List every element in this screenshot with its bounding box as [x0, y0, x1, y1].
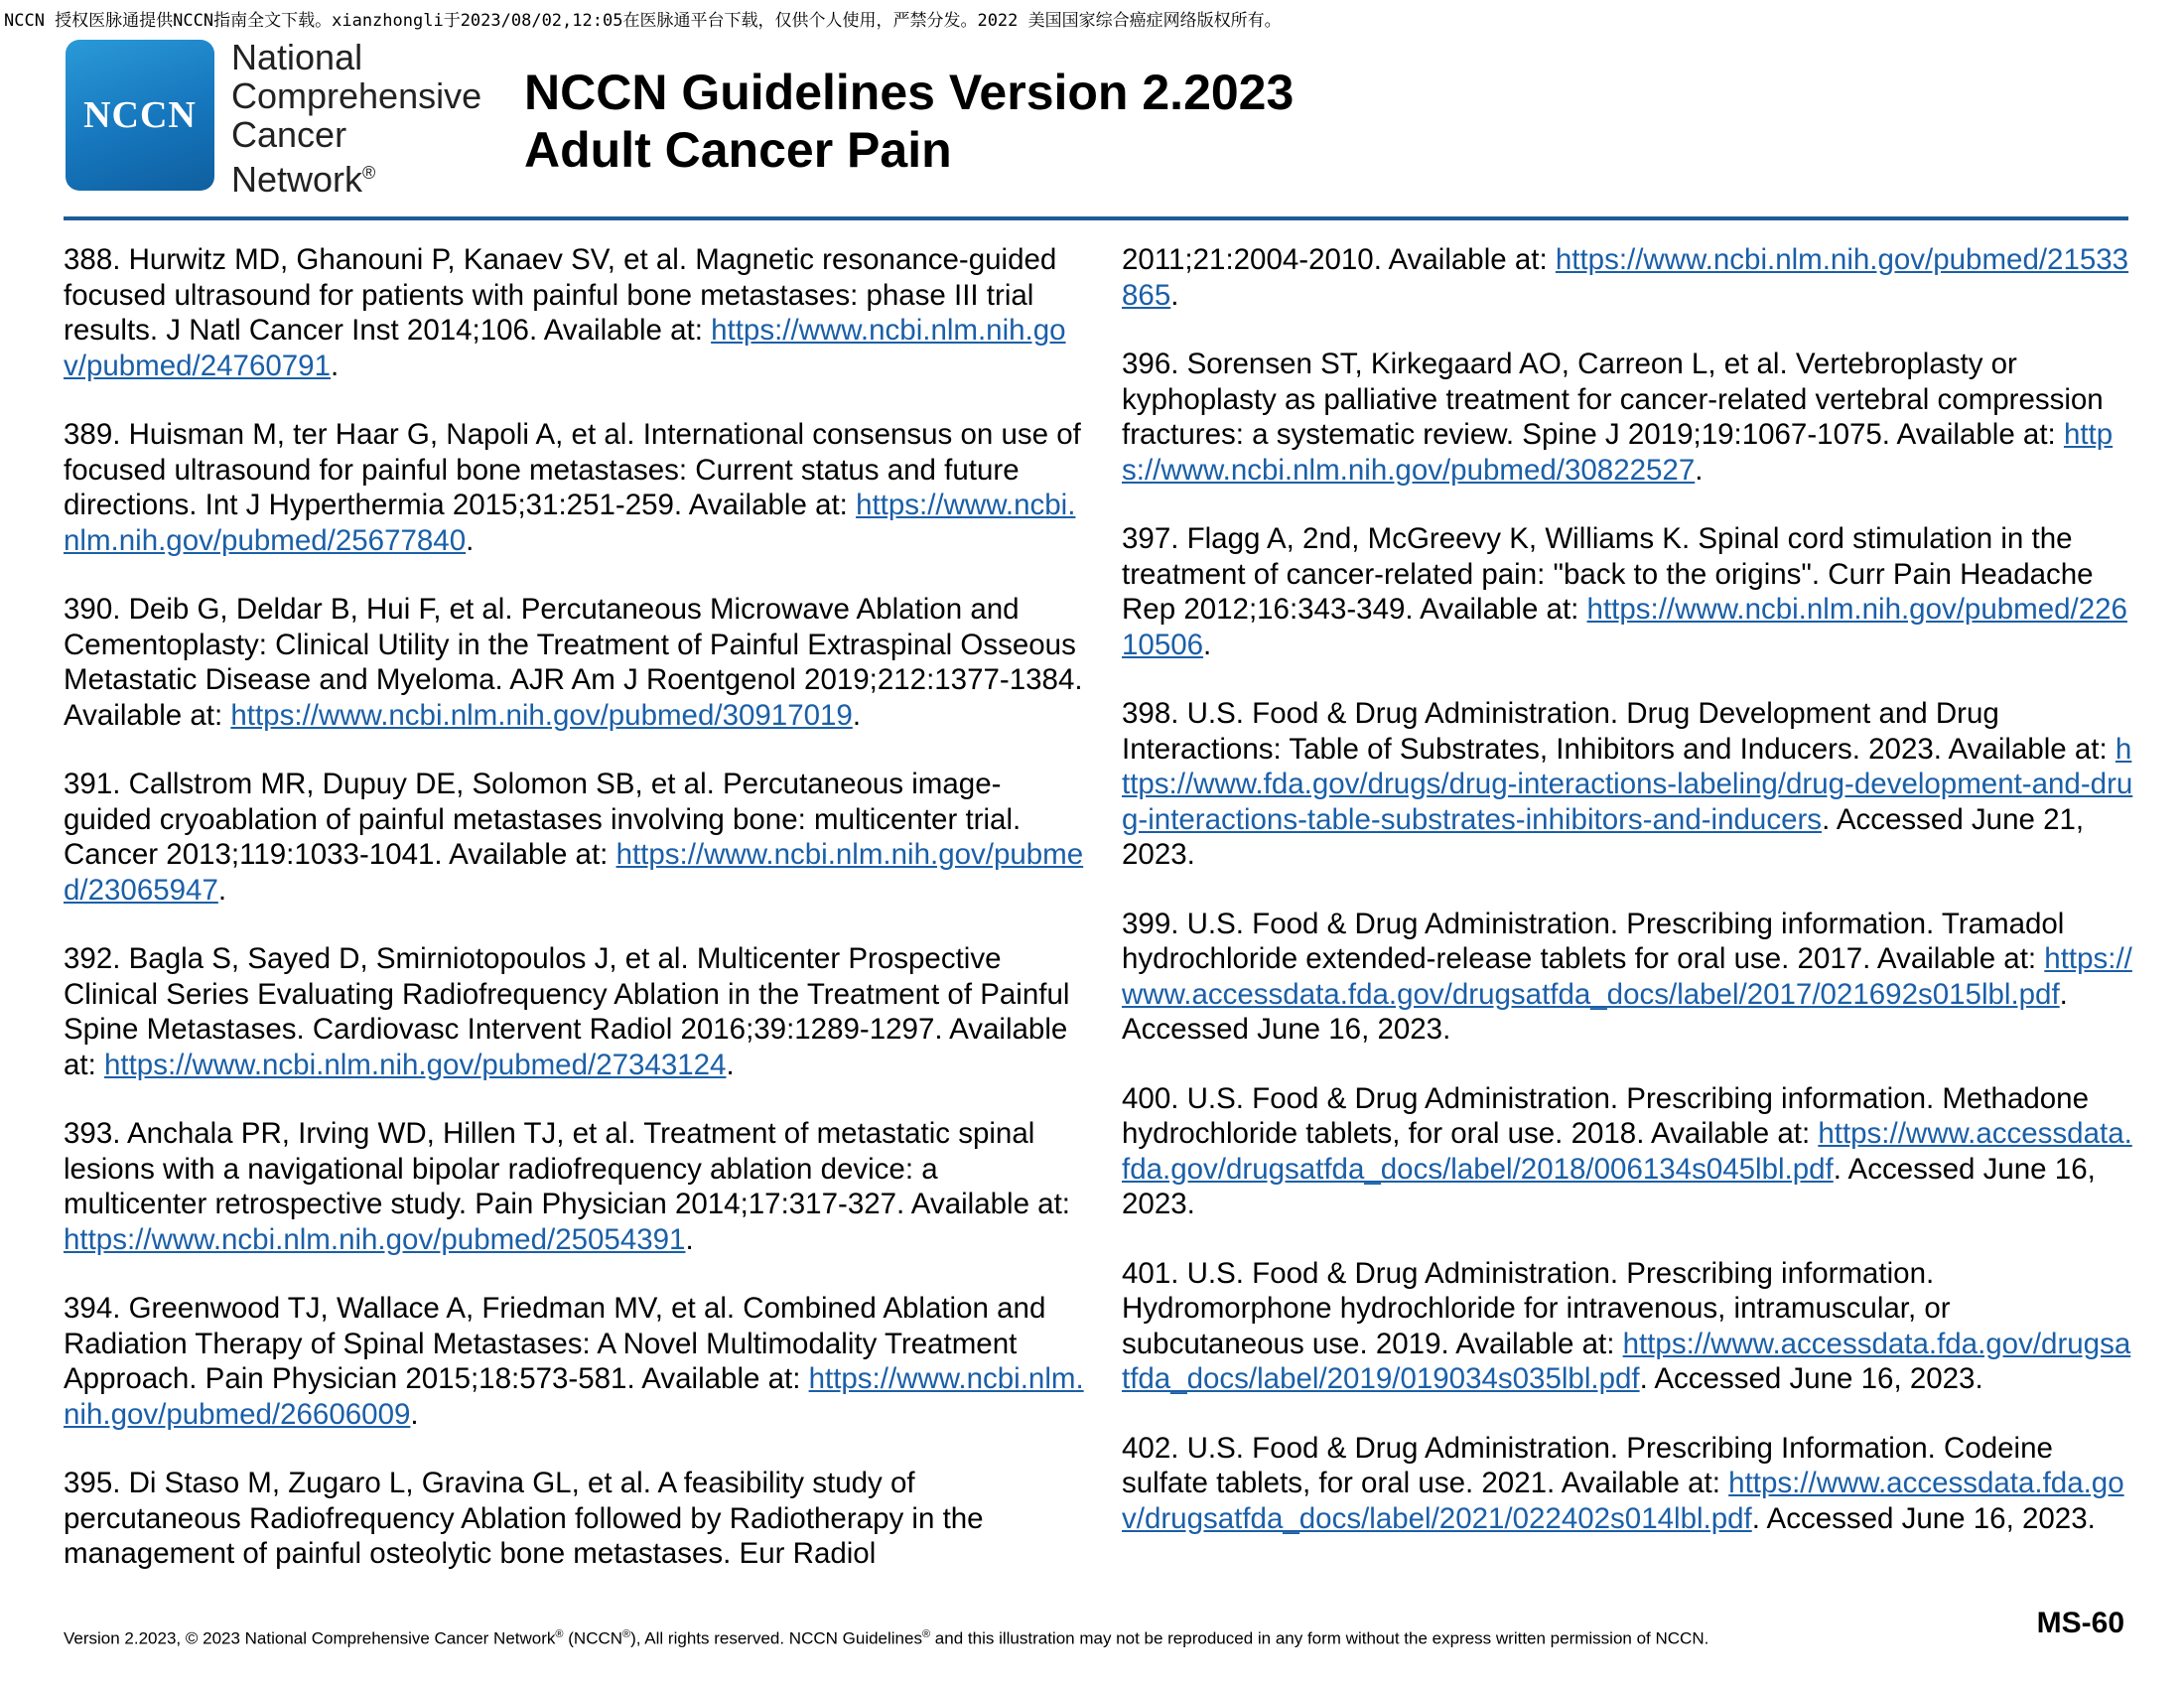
reference-item: [1122, 1081, 2134, 1222]
reference-item: [1122, 347, 2134, 488]
reference-suffix: . Accessed June 16, 2023.: [1122, 1152, 2096, 1220]
reference-text: 390. Deib G, Deldar B, Hui F, et al. Percutaneous Microwave Ablation and Cementoplasty: Clinical Utility in the Treatment of Painful Extraspinal Osseous Metastatic Disease and Myeloma. AJR Am J Roentgenol 2019;212:1377-1384. Available at:: [64, 593, 1083, 732]
reference-text: 393. Anchala PR, Irving WD, Hillen TJ, et al. Treatment of metastatic spinal lesions with a navigational bipolar radiofrequency ablation device: a multicenter retrospective study. Pain Physician 2014;17:317-327. Available at:: [64, 1117, 1070, 1220]
references-left-column: [64, 242, 1086, 1606]
organization-name: [231, 38, 481, 199]
reference-link[interactable]: https://www.accessdata.fda.gov/drugsatfda_docs/label/2019/019034s035lbl.pdf: [1122, 1327, 2131, 1395]
reference-link[interactable]: https://www.accessdata.fda.gov/drugsatfda_docs/label/2021/022402s014lbl.pdf: [1122, 1467, 2124, 1535]
reference-text: 397. Flagg A, 2nd, McGreevy K, Williams K. Spinal cord stimulation in the treatment of cancer-related pain: "back to the origins". Curr Pain Headache Rep 2012;16:343-349. Available at:: [1122, 522, 2094, 626]
reference-text: 394. Greenwood TJ, Wallace A, Friedman MV, et al. Combined Ablation and Radiation Therapy of Spinal Metastases: A Novel Multimodality Treatment Approach. Pain Physician 2015;18:573-581. Available at:: [64, 1292, 1046, 1395]
reference-item: [1122, 521, 2134, 662]
org-line-2: Comprehensive: [231, 75, 482, 116]
reference-text: 400. U.S. Food & Drug Administration. Prescribing information. Methadone hydrochloride tablets, for oral use. 2018. Available at:: [1122, 1081, 2089, 1150]
download-watermark: NCCN 授权医脉通提供NCCN指南全文下载。xianzhongli于2023/08/02,12:05在医脉通平台下载，仅供个人使用，严禁分发。2022 美国国家综合癌症网络版权所有。: [4, 11, 1282, 31]
reference-link[interactable]: https://www.fda.gov/drugs/drug-interactions-labeling/drug-development-and-drug-interactions-table-substrates-inhibitors-and-inducers: [1122, 732, 2133, 836]
reference-suffix: .: [852, 698, 862, 732]
org-line-4: Network®: [231, 159, 376, 200]
org-line-1: National: [231, 37, 363, 77]
reference-suffix: .: [1203, 628, 1212, 661]
reference-suffix: . Accessed June 16, 2023.: [1639, 1362, 1983, 1395]
reference-item: [1122, 1431, 2134, 1537]
reference-suffix: .: [685, 1222, 694, 1256]
reference-link[interactable]: https://www.ncbi.nlm.nih.gov/pubmed/30822527: [1122, 418, 2114, 487]
reference-item: [64, 417, 1086, 558]
reference-suffix: .: [466, 523, 475, 557]
reference-item: [64, 941, 1086, 1082]
reference-item: [1122, 696, 2134, 873]
reference-suffix: .: [410, 1397, 419, 1431]
reference-suffix: .: [1695, 453, 1704, 487]
reference-item: [1122, 1256, 2134, 1397]
reference-item: [64, 592, 1086, 733]
reference-link[interactable]: https://www.ncbi.nlm.nih.gov/pubmed/25677840: [64, 489, 1076, 557]
reference-text: 401. U.S. Food & Drug Administration. Prescribing information. Hydromorphone hydrochloride for intravenous, intramuscular, or subcutaneous use. 2019. Available at:: [1122, 1256, 1951, 1360]
header-divider: [64, 216, 2128, 220]
logo-text: NCCN: [83, 94, 197, 136]
title-line-1: NCCN Guidelines Version 2.2023: [524, 65, 1295, 120]
registered-mark: ®: [362, 163, 376, 183]
reference-text: 2011;21:2004-2010. Available at:: [1122, 243, 1556, 276]
reference-suffix: . Accessed June 21, 2023.: [1122, 802, 2085, 871]
reference-item: [64, 1291, 1086, 1432]
reference-text: 396. Sorensen ST, Kirkegaard AO, Carreon L, et al. Vertebroplasty or kyphoplasty as palliative treatment for cancer-related vertebral compression fractures: a systematic review. Spine J 2019;19:1067-1075. Available at:: [1122, 348, 2104, 451]
reference-item: [1122, 242, 2134, 313]
reference-link[interactable]: https://www.ncbi.nlm.nih.gov/pubmed/24760791: [64, 314, 1066, 382]
reference-link[interactable]: https://www.ncbi.nlm.nih.gov/pubmed/22610506: [1122, 593, 2127, 661]
org-line-3: Cancer: [231, 114, 347, 155]
reference-text: 388. Hurwitz MD, Ghanouni P, Kanaev SV, et al. Magnetic resonance-guided focused ultrasound for patients with painful bone metastases: phase III trial results. J Natl Cancer Inst 2014;106. Available at:: [64, 243, 1057, 347]
reference-item: [64, 767, 1086, 908]
reference-text: 395. Di Staso M, Zugaro L, Gravina GL, et al. A feasibility study of percutaneous Radiofrequency Ablation followed by Radiotherapy in the management of painful osteolytic bone metastases. Eur Radiol: [64, 1467, 984, 1570]
reference-item: [1122, 907, 2134, 1048]
reference-link[interactable]: https://www.ncbi.nlm.nih.gov/pubmed/27343124: [104, 1048, 727, 1081]
reference-link[interactable]: https://www.ncbi.nlm.nih.gov/pubmed/26606009: [64, 1362, 1084, 1431]
nccn-logo: [66, 40, 214, 191]
reference-link[interactable]: https://www.ncbi.nlm.nih.gov/pubmed/21533865: [1122, 243, 2129, 312]
copyright-footer: Version 2.2023, © 2023 National Comprehensive Cancer Network® (NCCN®), All rights reserved. NCCN Guidelines® and this illustration may not be reproduced in any form without the express written permission of NCCN.: [64, 1628, 1709, 1648]
reference-link[interactable]: https://www.ncbi.nlm.nih.gov/pubmed/30917019: [230, 698, 853, 732]
reference-text: 392. Bagla S, Sayed D, Smirniotopoulos J, et al. Multicenter Prospective Clinical Series Evaluating Radiofrequency Ablation in the Treatment of Painful Spine Metastases. Cardiovasc Intervent Radiol 2016;39:1289-1297. Available at:: [64, 942, 1070, 1081]
reference-link[interactable]: https://www.ncbi.nlm.nih.gov/pubmed/23065947: [64, 838, 1084, 907]
reference-link[interactable]: https://www.accessdata.fda.gov/drugsatfda_docs/label/2017/021692s015lbl.pdf: [1122, 942, 2132, 1011]
reference-text: 391. Callstrom MR, Dupuy DE, Solomon SB, et al. Percutaneous image-guided cryoablation of painful metastases involving bone: multicenter trial. Cancer 2013;119:1033-1041. Available at:: [64, 768, 1022, 871]
reference-suffix: .: [726, 1048, 735, 1081]
reference-text: 398. U.S. Food & Drug Administration. Drug Development and Drug Interactions: Table of Substrates, Inhibitors and Inducers. 2023. Available at:: [1122, 697, 2116, 766]
reference-suffix: . Accessed June 16, 2023.: [1751, 1501, 2096, 1535]
reference-suffix: .: [1170, 278, 1179, 312]
reference-link[interactable]: https://www.ncbi.nlm.nih.gov/pubmed/25054391: [64, 1222, 686, 1256]
page-number: MS-60: [2036, 1607, 2124, 1639]
reference-text: 399. U.S. Food & Drug Administration. Prescribing information. Tramadol hydrochloride extended-release tablets for oral use. 2017. Available at:: [1122, 907, 2065, 975]
reference-item: [64, 242, 1086, 383]
reference-text: 402. U.S. Food & Drug Administration. Prescribing Information. Codeine sulfate tablets, for oral use. 2021. Available at:: [1122, 1431, 2053, 1499]
reference-suffix: . Accessed June 16, 2023.: [1122, 977, 2068, 1046]
reference-link[interactable]: https://www.accessdata.fda.gov/drugsatfda_docs/label/2018/006134s045lbl.pdf: [1122, 1117, 2132, 1186]
reference-suffix: .: [217, 873, 227, 907]
reference-item: [64, 1116, 1086, 1257]
page-title: [524, 64, 1294, 179]
reference-item: [64, 1466, 1086, 1572]
reference-text: 389. Huisman M, ter Haar G, Napoli A, et al. International consensus on use of focused ultrasound for painful bone metastases: Current status and future directions. Int J Hyperthermia 2015;31:251-259. Available at:: [64, 418, 1081, 521]
references-right-column: [1122, 242, 2134, 1570]
reference-suffix: .: [331, 349, 340, 382]
title-line-2: Adult Cancer Pain: [524, 122, 952, 178]
